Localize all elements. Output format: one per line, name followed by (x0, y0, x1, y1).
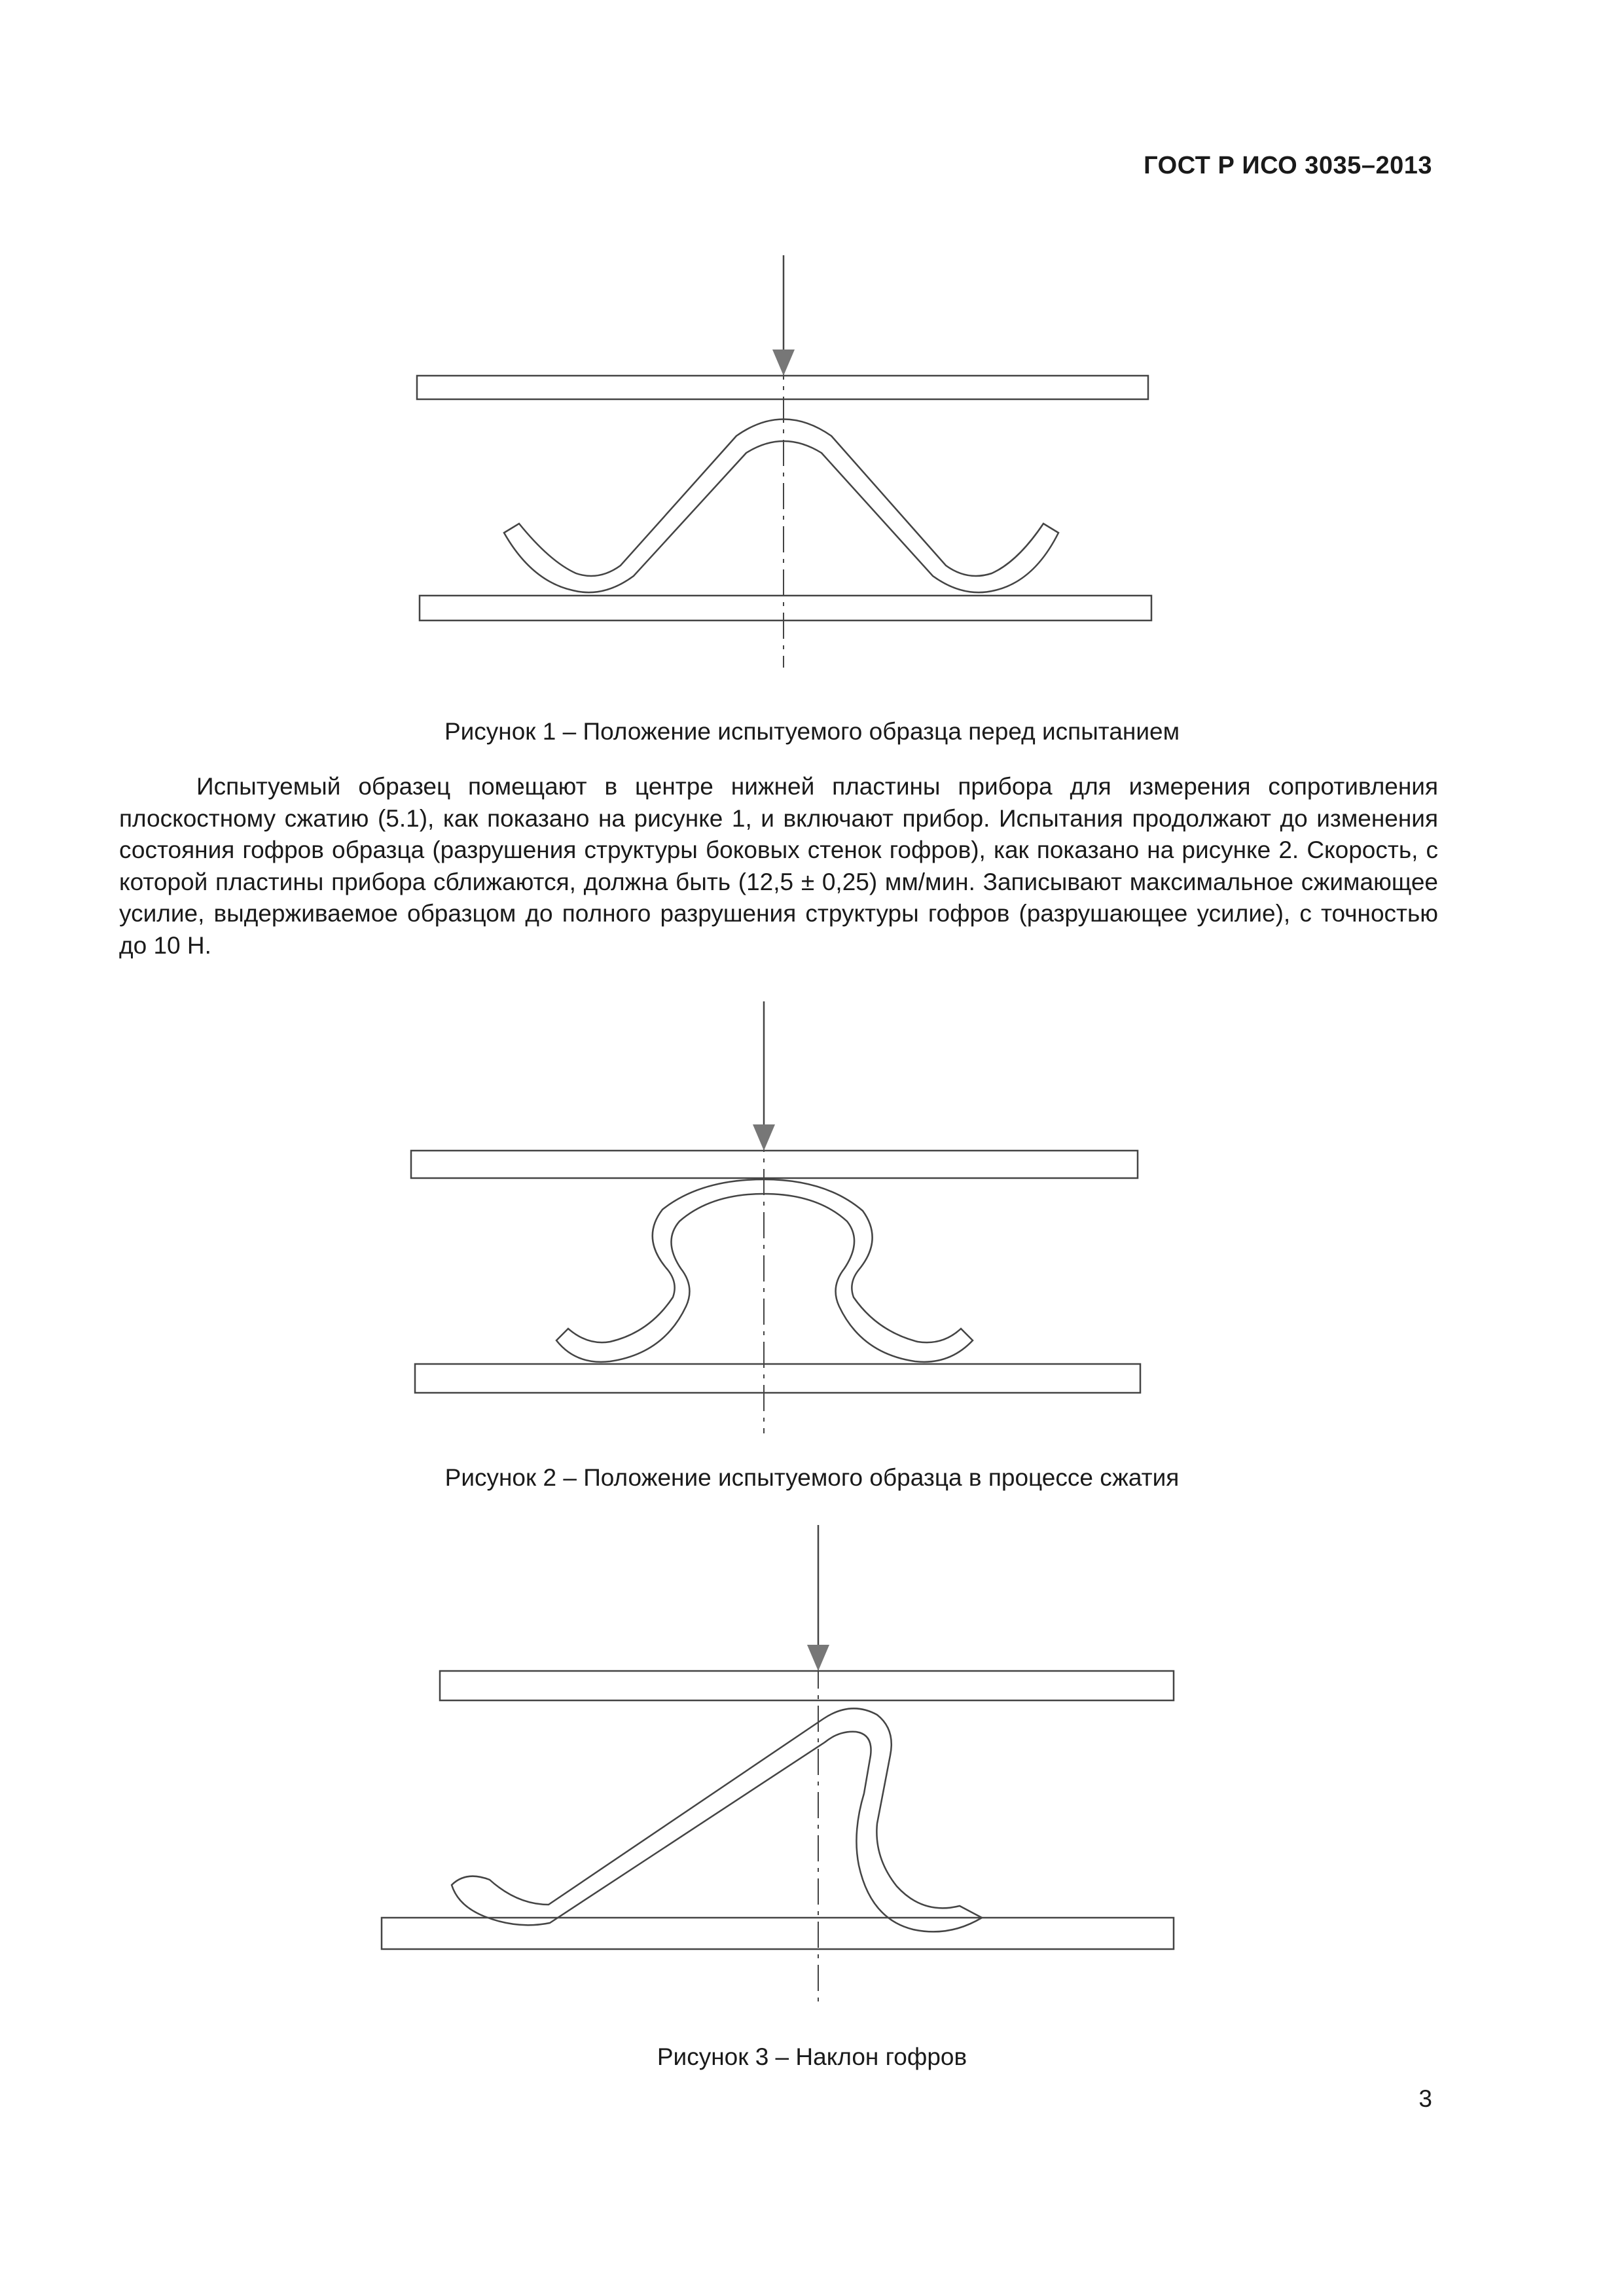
force-arrow-head (772, 350, 795, 376)
figure-1 (0, 249, 1624, 681)
figure-2-diagram (0, 995, 1624, 1440)
document-header: ГОСТ Р ИСО 3035–2013 (1144, 152, 1432, 179)
lower-plate (420, 596, 1151, 620)
figure-3-diagram (0, 1518, 1624, 2016)
lower-plate (415, 1364, 1140, 1393)
page-number: 3 (1418, 2085, 1432, 2112)
figure-2-caption: Рисунок 2 – Положение испытуемого образца в процессе сжатия (444, 1464, 1180, 1491)
figure-3-caption: Рисунок 3 – Наклон гофров (657, 2043, 967, 2070)
body-paragraph-text: Испытуемый образец помещают в центре нижней пластины прибора для измерения сопротивления плоскостному сжатию (5.1), как показано на рисунке 1, и включают прибор. Испытания продолжают до изменения состояния гофров образца (разрушения структуры боковых стенок гофров), как показано на рисунке 2. Скорость, с которой пластины прибора сближаются, должна быть (12,5 ± 0,25) мм/мин. Записывают максимальное сжимающее усилие, выдерживаемое образцом до полного разрушения структуры гофров (разрушающее усилие), с точностью до 10 Н. (119, 773, 1438, 959)
body-paragraph (119, 771, 1438, 961)
figure-1-caption: Рисунок 1 – Положение испытуемого образца перед испытанием (444, 718, 1180, 745)
figure-2 (0, 995, 1624, 1440)
corrugation-profile (452, 1708, 982, 1931)
upper-plate (417, 376, 1148, 399)
figure-1-diagram (0, 249, 1624, 681)
upper-plate (440, 1671, 1174, 1700)
corrugation-profile (504, 420, 1058, 593)
upper-plate (411, 1151, 1138, 1178)
force-arrow-head (753, 1124, 775, 1151)
force-arrow-head (807, 1645, 829, 1671)
figure-3 (0, 1518, 1624, 2016)
